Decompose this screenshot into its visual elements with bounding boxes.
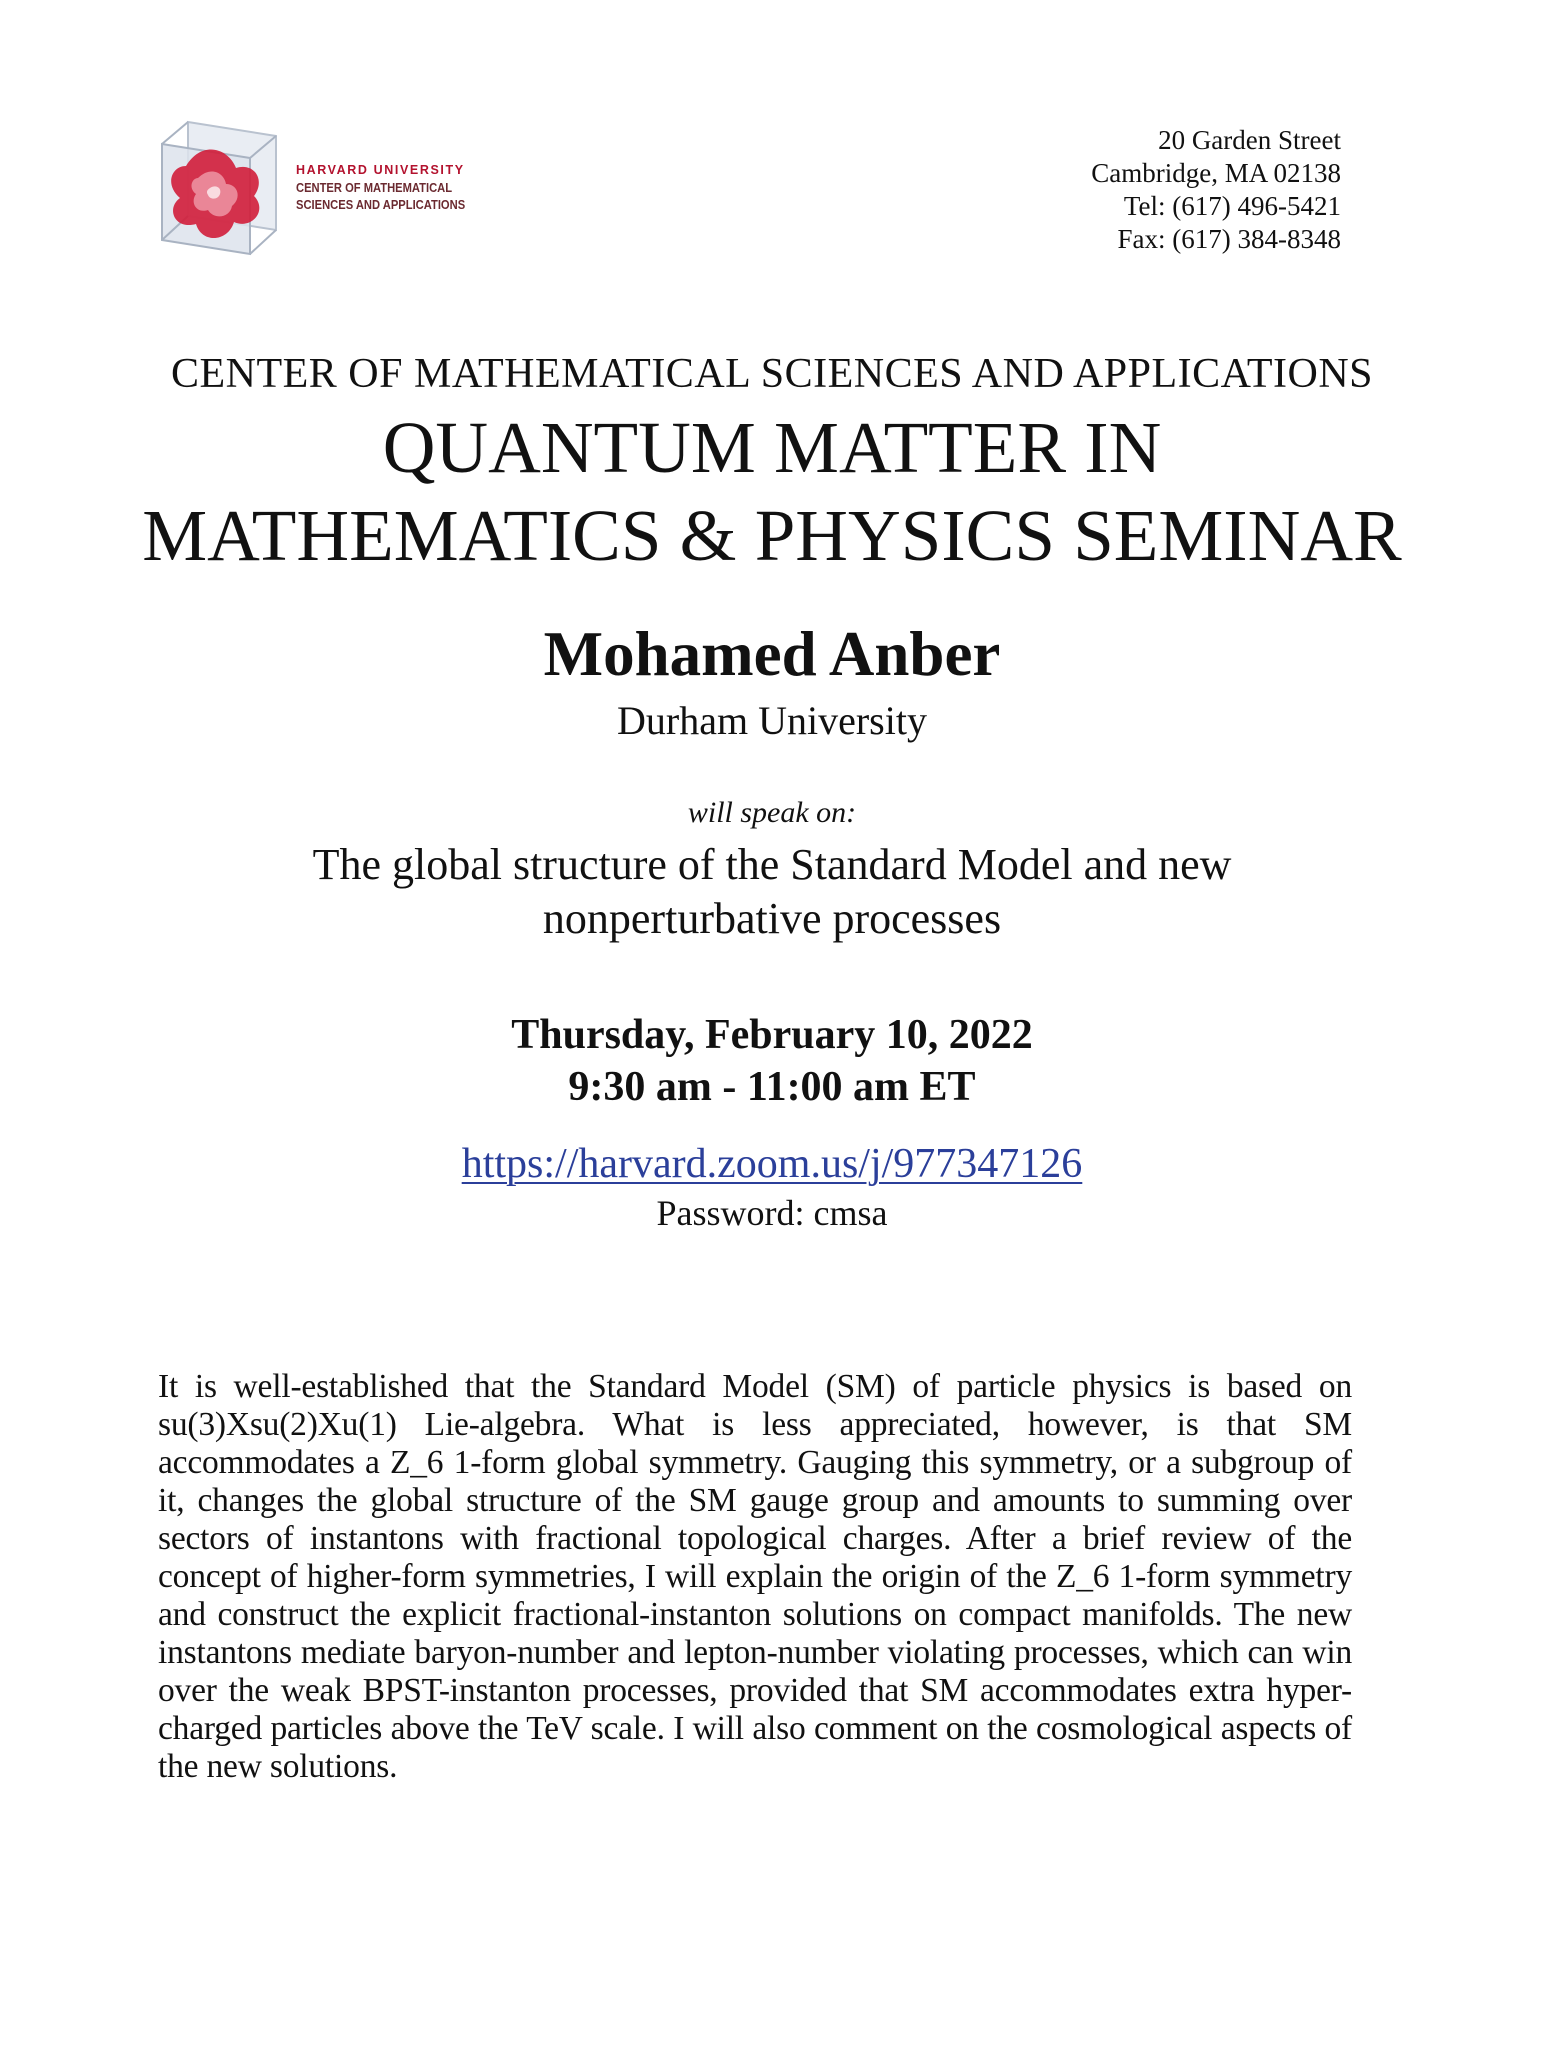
zoom-link[interactable]: https://harvard.zoom.us/j/977347126: [461, 1141, 1083, 1187]
talk-title-line1: The global structure of the Standard Model and new: [312, 840, 1232, 889]
address-block: [1091, 124, 1341, 256]
event-time: 9:30 am - 11:00 am ET: [568, 1064, 976, 1110]
event-schedule: [0, 1009, 1544, 1113]
logo-university: HARVARD UNIVERSITY: [296, 163, 465, 177]
seminar-title-line2: MATHEMATICS & PHYSICS SEMINAR: [142, 495, 1402, 576]
talk-title: [0, 838, 1544, 946]
center-name: CENTER OF MATHEMATICAL SCIENCES AND APPLICATIONS: [170, 351, 1374, 397]
cmsa-cube-logo-icon: [158, 118, 284, 258]
address-city: Cambridge, MA 02138: [1091, 158, 1341, 188]
speaker-name: Mohamed Anber: [543, 619, 1001, 689]
zoom-link-container: [0, 1140, 1544, 1188]
seminar-title-line1: QUANTUM MATTER IN: [382, 407, 1162, 488]
logo-center-line1: CENTER OF MATHEMATICAL: [296, 180, 453, 195]
seminar-title: [0, 404, 1544, 580]
meeting-password: Password: cmsa: [656, 1193, 888, 1233]
address-tel: Tel: (617) 496-5421: [1123, 191, 1341, 221]
address-fax: Fax: (617) 384-8348: [1117, 224, 1341, 254]
cmsa-logo: [158, 118, 498, 258]
talk-title-line2: nonperturbative processes: [542, 894, 1002, 943]
logo-center-line2: SCIENCES AND APPLICATIONS: [296, 197, 466, 212]
abstract-text: It is well-established that the Standard Model (SM) of particle physics is based on su(3)Xsu(2)Xu(1) Lie-algebra. What is less appreciated, however, is that SM accommodates a Z_6 1-form global symmetry. Gauging this symmetry, or a subgroup of it, changes the global structure of the SM gauge group and amounts to summing over sectors of instantons with fractional topological charges. After a brief review of the concept of higher-form symmetries, I will explain the origin of the Z_6 1-form symmetry and construct the explicit fractional-instanton solutions on compact manifolds. The new instantons mediate baryon-number and lepton-number violating processes, which can win over the weak BPST-instanton processes, provided that SM accommodates extra hyper-charged particles above the TeV scale. I will also comment on the cosmological aspects of the new solutions.: [158, 1368, 1352, 1785]
speaker-affiliation: Durham University: [617, 698, 927, 743]
event-date: Thursday, February 10, 2022: [511, 1012, 1033, 1058]
logo-text: [296, 162, 496, 213]
address-street: 20 Garden Street: [1158, 125, 1341, 155]
speak-on-label: will speak on:: [687, 796, 857, 829]
